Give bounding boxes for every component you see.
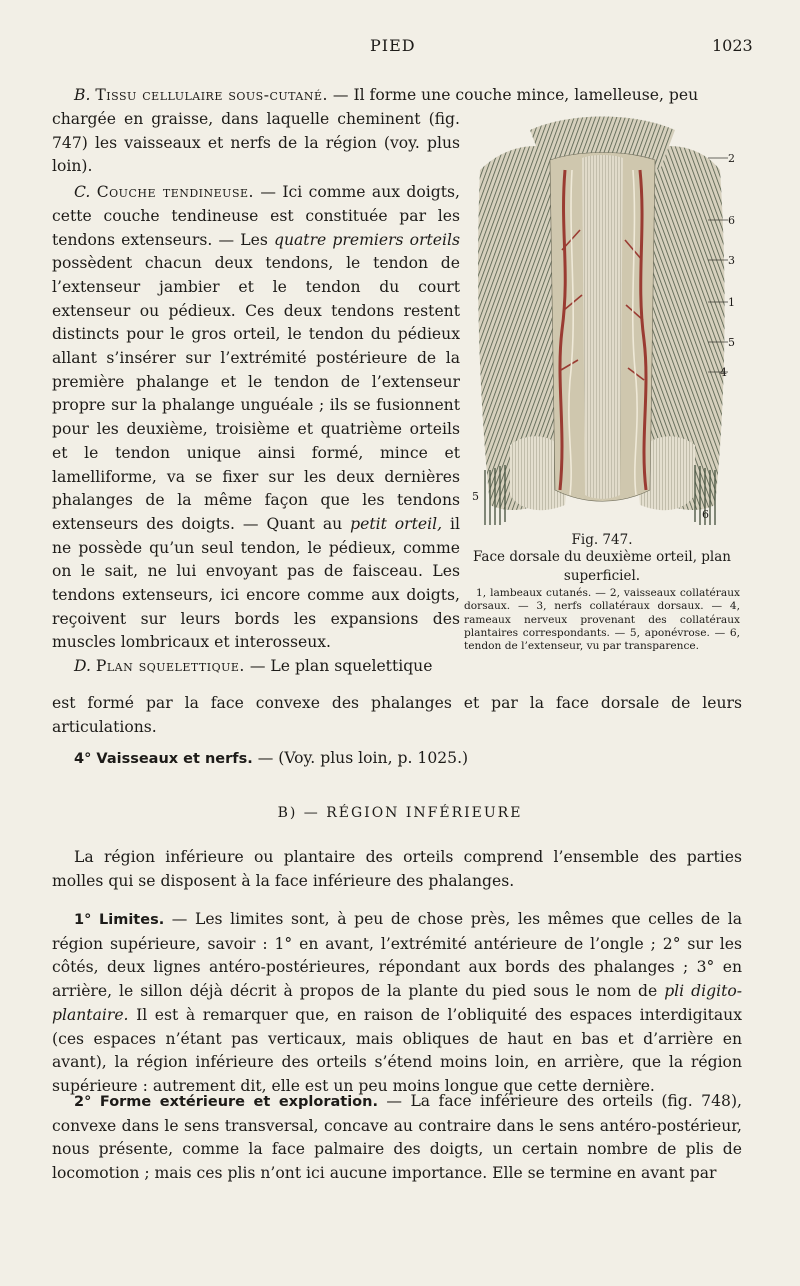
figure-label-2: 2 bbox=[728, 152, 735, 165]
item-4-vaisseaux bbox=[52, 747, 742, 772]
section-title: B) — RÉGION INFÉRIEURE bbox=[277, 805, 523, 821]
item-1-limites bbox=[52, 908, 742, 1099]
figure-label-1: 1 bbox=[728, 296, 735, 309]
page-number: 1023 bbox=[712, 36, 753, 55]
item-1-text-2: Il est à remarquer que, en raison de l’obliquité des espaces interdigitaux (ces espaces n’étant pas verticaux, mais obliques de haut en bas et d’arrière en avant), la région inférieure des orteils s’étend moins loin, en arrière, que la région supérieure : autrement dit, elle est un peu moins longue que cette dernière. bbox=[52, 1005, 742, 1095]
item-1-italic: pli digito-plantaire. bbox=[52, 982, 742, 1024]
figure-legend: 1, lambeaux cutanés. — 2, vaisseaux collatéraux dorsaux. — 3, nerfs collatéraux dorsaux. — 4, rameaux nerveux provenant des collatéraux plantaires correspondants. — 5, aponévrose. — 6, tendon de l’extenseur, vu par transparence. bbox=[464, 587, 740, 653]
para-c-italic-1: quatre premiers orteils bbox=[273, 230, 460, 249]
paragraph-d-first-line bbox=[52, 655, 460, 679]
paragraph-b-rest: chargée en graisse, dans laquelle cheminent (fig. 747) les vaisseaux et nerfs de la région (voy. plus loin). bbox=[52, 110, 460, 176]
figure-label-6-bottom: 6 bbox=[702, 508, 709, 521]
para-c-italic-2: petit orteil, bbox=[350, 514, 443, 533]
para-b-heading: Tissu cellulaire sous-cutané. bbox=[95, 86, 328, 104]
figure-747-illustration bbox=[470, 110, 735, 530]
para-c-text-2: possèdent chacun deux tendons, le tendon de l’extenseur jambier et le tendon du court extenseur ou pédieux. Ces deux tendons restent distincts pour le gros orteil, le tendon du pédieux allant s’insérer sur l’extrémité postérieure de la première phalange et le tendon de l’extenseur propre sur la phalange unguéale ; ils se fusionnent pour les deuxième, troisième et quatrième orteils et le tendon unique ainsi formé, mince et lamelliforme, va se fixer sur les deux dernières phalanges de la même façon que les tendons extenseurs des doigts. — Quant au bbox=[52, 254, 460, 533]
item-1-text-1: — Les limites sont, à peu de chose près, les mêmes que celles de la région supérieure, savoir : 1° en avant, l’extrémité antérieure de l’ongle ; 2° sur les côtés, deux lignes antéro-postérieures, répondant aux bords des phalanges ; 3° en arrière, le sillon déjà décrit à propos de la plante du pied sous le nom de bbox=[52, 910, 742, 1001]
para-d-text-first: — Le plan squelettique bbox=[244, 657, 433, 676]
running-header bbox=[0, 36, 800, 66]
figure-label-6: 6 bbox=[728, 214, 735, 227]
para-c-text-1: — Ici comme aux doigts, cette couche tendineuse est constituée par les tendons extenseurs. — Les bbox=[52, 183, 460, 249]
figure-number: Fig. 747. bbox=[571, 532, 633, 548]
left-column bbox=[52, 108, 460, 679]
para-d-label: D. bbox=[74, 657, 91, 676]
running-title: PIED bbox=[370, 36, 416, 55]
figure-label-5-bottom: 5 bbox=[472, 490, 479, 503]
para-b-label: B. bbox=[74, 86, 91, 104]
paragraph-region: La région inférieure ou plantaire des orteils comprend l’ensemble des parties molles qui se disposent à la face inférieure des phalanges. bbox=[52, 848, 742, 890]
paragraph-d-rest: est formé par la face convexe des phalanges et par la face dorsale de leurs articulations. bbox=[52, 694, 742, 736]
figure-title: Face dorsale du deuxième orteil, plan superficiel. bbox=[472, 549, 731, 584]
figure-label-5: 5 bbox=[728, 336, 735, 349]
item-2-forme bbox=[52, 1090, 742, 1186]
item-2-text: — La face inférieure des orteils (fig. 748), convexe dans le sens transversal, concave au contraire dans le sens antéro-postérieur, nous présente, comme la face palmaire des doigts, un certain nombre de plis de locomotion ; mais ces plis n’ont ici aucune importance. Elle se termine en avant par bbox=[52, 1092, 742, 1183]
item-1-heading: 1° Limites. bbox=[74, 912, 165, 928]
item-4-text: — (Voy. plus loin, p. 1025.) bbox=[252, 749, 469, 767]
para-c-text-3: il ne possède qu’un seul tendon, le pédieux, comme on le sait, ne lui envoyant pas de faisceau. Les tendons extenseurs, ici encore comme aux doigts, reçoivent sur leurs bords les expansions des muscles lombricaux et interosseux. bbox=[52, 514, 460, 652]
para-c-label: C. bbox=[74, 183, 91, 202]
para-b-text-first: — Il forme une couche mince, lamelleuse, peu bbox=[327, 86, 699, 104]
para-d-heading: Plan squelettique. bbox=[95, 657, 245, 676]
figure-label-4: 4 bbox=[720, 366, 727, 379]
item-2-heading: 2° Forme extérieure et exploration. bbox=[74, 1094, 378, 1110]
item-4-heading: 4° Vaisseaux et nerfs. bbox=[74, 751, 253, 767]
paragraph-b-first-line bbox=[52, 84, 742, 108]
para-c-heading: Couche tendineuse. bbox=[96, 183, 254, 202]
paragraph-c bbox=[52, 181, 460, 655]
extensor-tendon bbox=[582, 155, 623, 499]
figure-caption bbox=[464, 532, 740, 586]
figure-label-3: 3 bbox=[728, 254, 735, 267]
